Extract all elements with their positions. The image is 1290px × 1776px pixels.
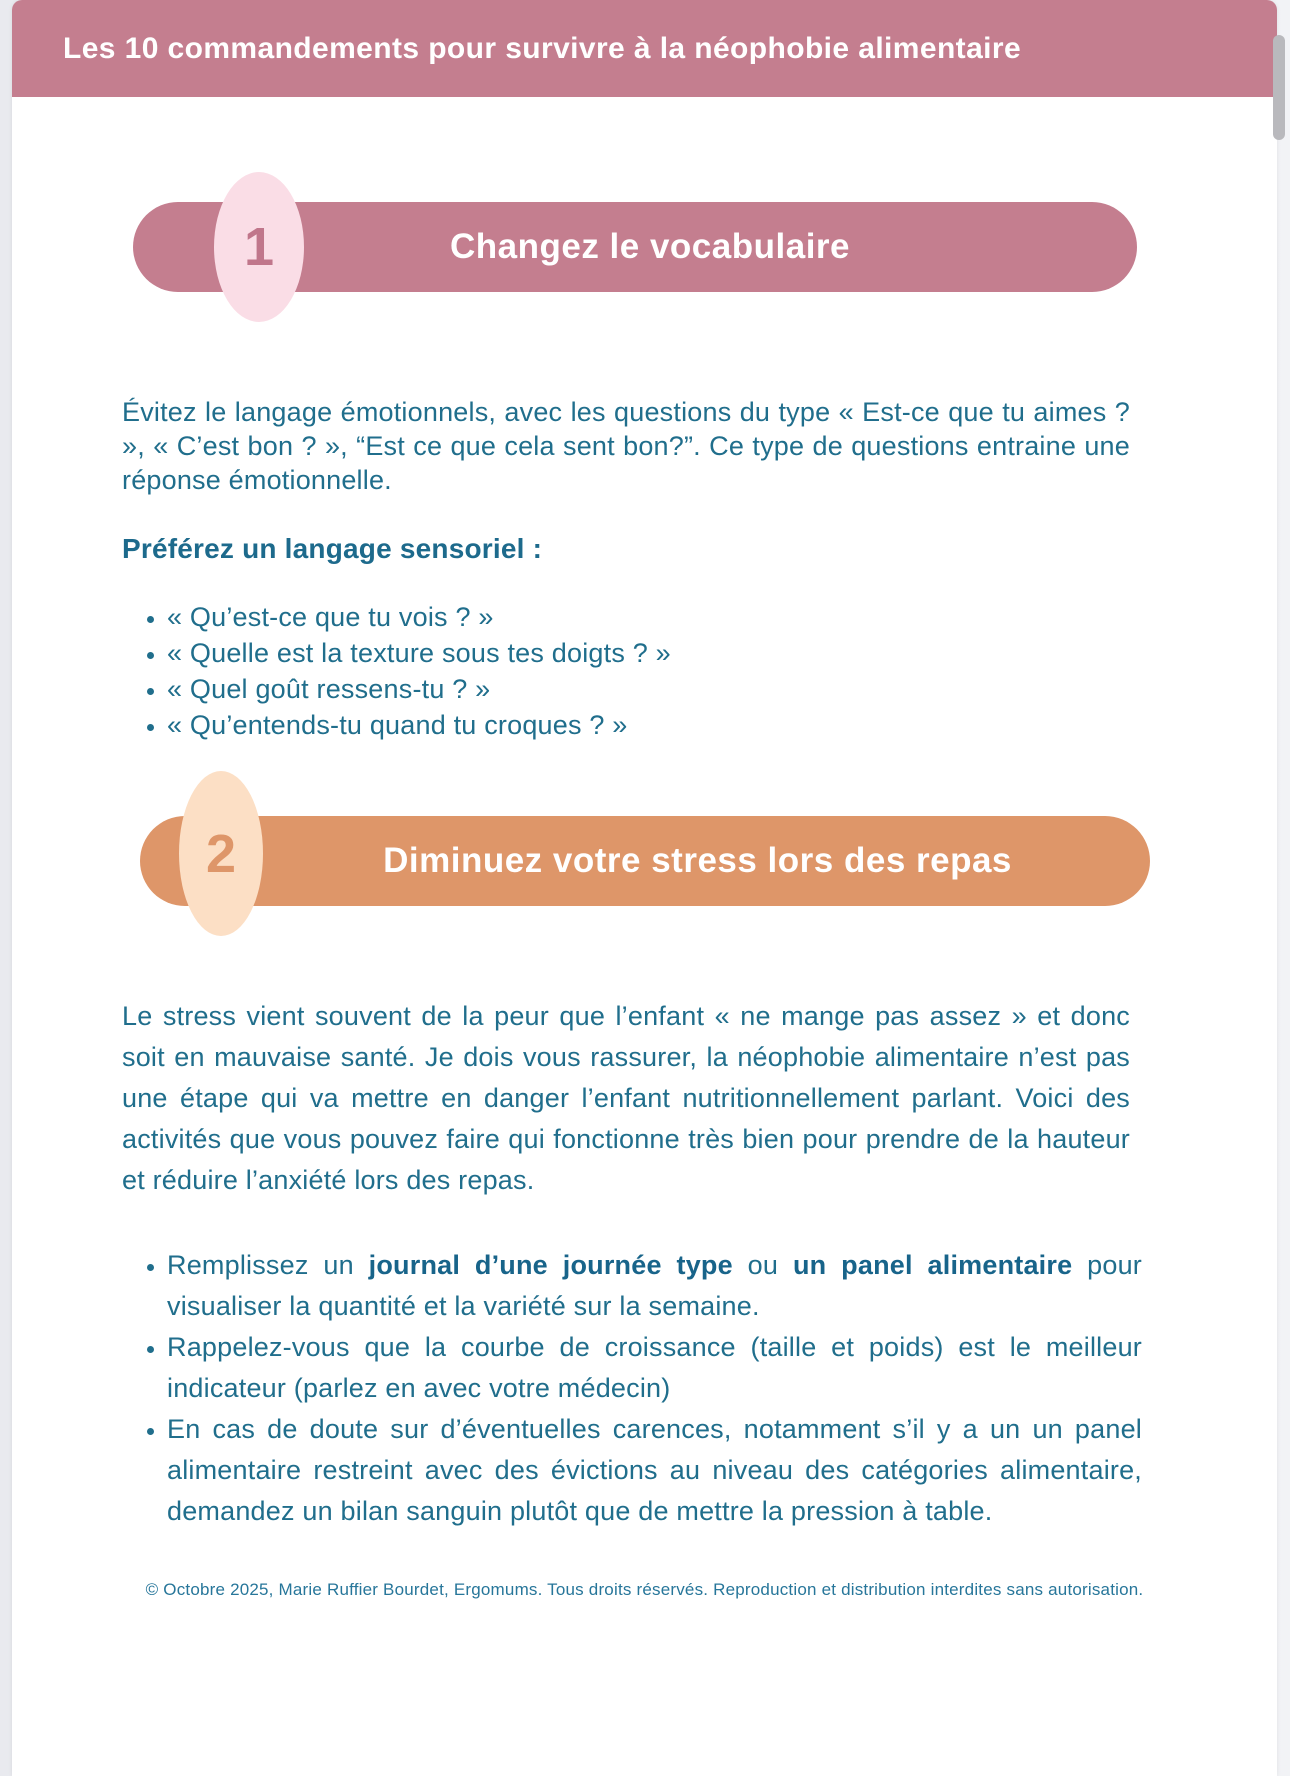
section-1-title: Changez le vocabulaire bbox=[449, 227, 851, 266]
section-2 bbox=[12, 816, 1277, 1532]
section-1-number-badge bbox=[214, 172, 304, 322]
section-1-number: 1 bbox=[243, 217, 275, 277]
section-2-bullet-list bbox=[122, 1245, 1142, 1532]
document-page bbox=[12, 0, 1277, 1776]
section-1-subheading: Préférez un langage sensoriel : bbox=[122, 533, 543, 564]
bullet-item: • En cas de doute sur d’éventuelles carences, notamment s’il y a un un panel alimentaire restreint avec des évictions au niveau des catégories alimentaire, demandez un bilan sanguin plutôt que de mettre la pression à table. bbox=[167, 1409, 1142, 1532]
bullet-text: pour visualiser la quantité et la variété sur la semaine. bbox=[167, 1250, 1142, 1321]
section-1-paragraph: Évitez le langage émotionnels, avec les questions du type « Est-ce que tu aimes ? », « C’est bon ? », “Est ce que cela sent bon?”. Ce type de questions entraine une réponse émotionnelle. bbox=[122, 397, 1130, 495]
section-2-title: Diminuez votre stress lors des repas bbox=[383, 841, 1012, 880]
scrollbar-thumb[interactable] bbox=[1273, 35, 1285, 140]
bullet-text-bold: journal d’une journée type bbox=[368, 1250, 733, 1280]
bullet-text-bold: un panel alimentaire bbox=[792, 1250, 1073, 1280]
section-1-bullet-list bbox=[122, 599, 1130, 743]
bullet-text: ou bbox=[732, 1250, 793, 1280]
bullet-item bbox=[167, 1245, 1142, 1327]
section-2-banner bbox=[140, 816, 1150, 906]
bullet-text: Remplissez un bbox=[167, 1250, 369, 1280]
section-2-number-badge bbox=[179, 771, 263, 936]
section-2-paragraph: Le stress vient souvent de la peur que l’enfant « ne mange pas assez » et donc soit en mauvaise santé. Je dois vous rassurer, la néophobie alimentaire n’est pas une étape qui va mettre en danger l’enfant nutritionnellement parlant. Voici des activités que vous pouvez faire qui fonctionne très bien pour prendre de la hauteur et réduire l’anxiété lors des repas. bbox=[122, 1001, 1130, 1195]
bullet-item: • « Qu’entends-tu quand tu croques ? » bbox=[167, 707, 1130, 743]
document-title: Les 10 commandements pour survivre à la néophobie alimentaire bbox=[63, 31, 1022, 65]
page-footer bbox=[12, 1580, 1277, 1600]
section-2-number: 2 bbox=[205, 823, 237, 884]
bullet-item: • « Quel goût ressens-tu ? » bbox=[167, 671, 1130, 707]
copyright-notice: © Octobre 2025, Marie Ruffier Bourdet, Ergomums. Tous droits réservés. Reproduction et distribution interdites sans autorisation. bbox=[145, 1580, 1144, 1599]
section-1-banner bbox=[133, 202, 1137, 292]
section-1 bbox=[12, 202, 1277, 743]
bullet-item: • « Quelle est la texture sous tes doigts ? » bbox=[167, 635, 1130, 671]
document-title-bar bbox=[12, 0, 1277, 97]
bullet-item: • « Qu’est-ce que tu vois ? » bbox=[167, 599, 1130, 635]
bullet-item: • Rappelez-vous que la courbe de croissance (taille et poids) est le meilleur indicateur (parlez en avec votre médecin) bbox=[167, 1327, 1142, 1409]
